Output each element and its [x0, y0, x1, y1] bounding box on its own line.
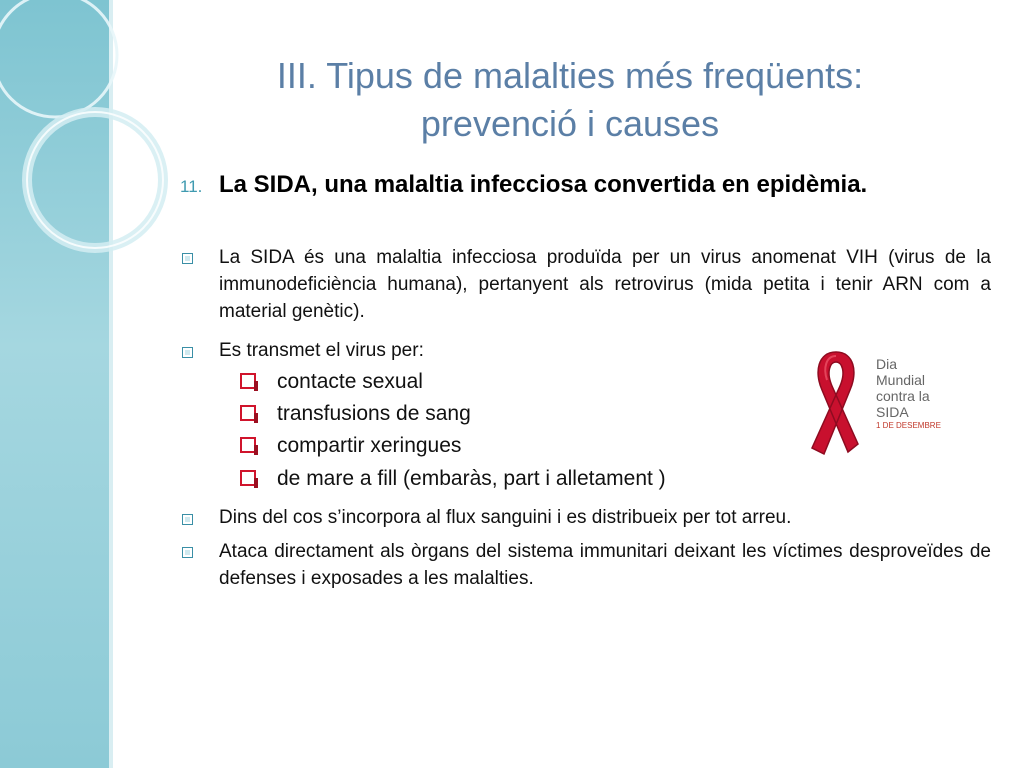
caption-line: Dia [876, 356, 898, 372]
subbullet-syringes: compartir xeringues [277, 434, 462, 457]
red-ribbon-icon [796, 344, 876, 462]
caption-line: SIDA [876, 404, 909, 420]
caption-line: Mundial [876, 372, 926, 388]
bullet-text-definition: La SIDA és una malaltia infecciosa produïda per un virus anomenat VIH (virus de la immunodeficiència humana), pertanyent als retrovirus (mida petita i tenir ARN com a material genètic). [219, 247, 991, 322]
subbullet-mother-to-child: de mare a fill (embaràs, part i alletament ) [277, 467, 666, 490]
section-heading: La SIDA, una malaltia infecciosa convertida en epidèmia. [219, 171, 868, 198]
item-number: 11. [180, 177, 203, 196]
slide-title-line-1: III. Tipus de malalties més freqüents: [276, 55, 864, 96]
red-bullet-marker [240, 437, 256, 453]
bullet-marker [182, 514, 193, 525]
subbullet-sexual-contact: contacte sexual [277, 370, 423, 393]
red-bullet-marker [240, 470, 256, 486]
caption-date: 1 DE DESEMBRE [876, 421, 941, 430]
bullet-text-transmission: Es transmet el virus per: [219, 340, 424, 361]
bullet-text-bloodstream: Dins del cos s’incorpora al flux sanguini i es distribueix per tot arreu. [219, 507, 792, 528]
slide-title-line-2: prevenció i causes [420, 103, 720, 144]
bullet-marker [182, 347, 193, 358]
bullet-text-immune-system: Ataca directament als òrgans del sistema immunitari deixant les víctimes desproveïdes de defenses i exposades a les malalties. [219, 541, 991, 589]
bullet-marker [182, 547, 193, 558]
caption-line: contra la [876, 388, 930, 404]
subbullet-transfusions: transfusions de sang [277, 402, 471, 425]
red-bullet-marker [240, 405, 256, 421]
world-aids-day-caption [876, 356, 941, 432]
red-bullet-marker [240, 373, 256, 389]
bullet-marker [182, 253, 193, 264]
